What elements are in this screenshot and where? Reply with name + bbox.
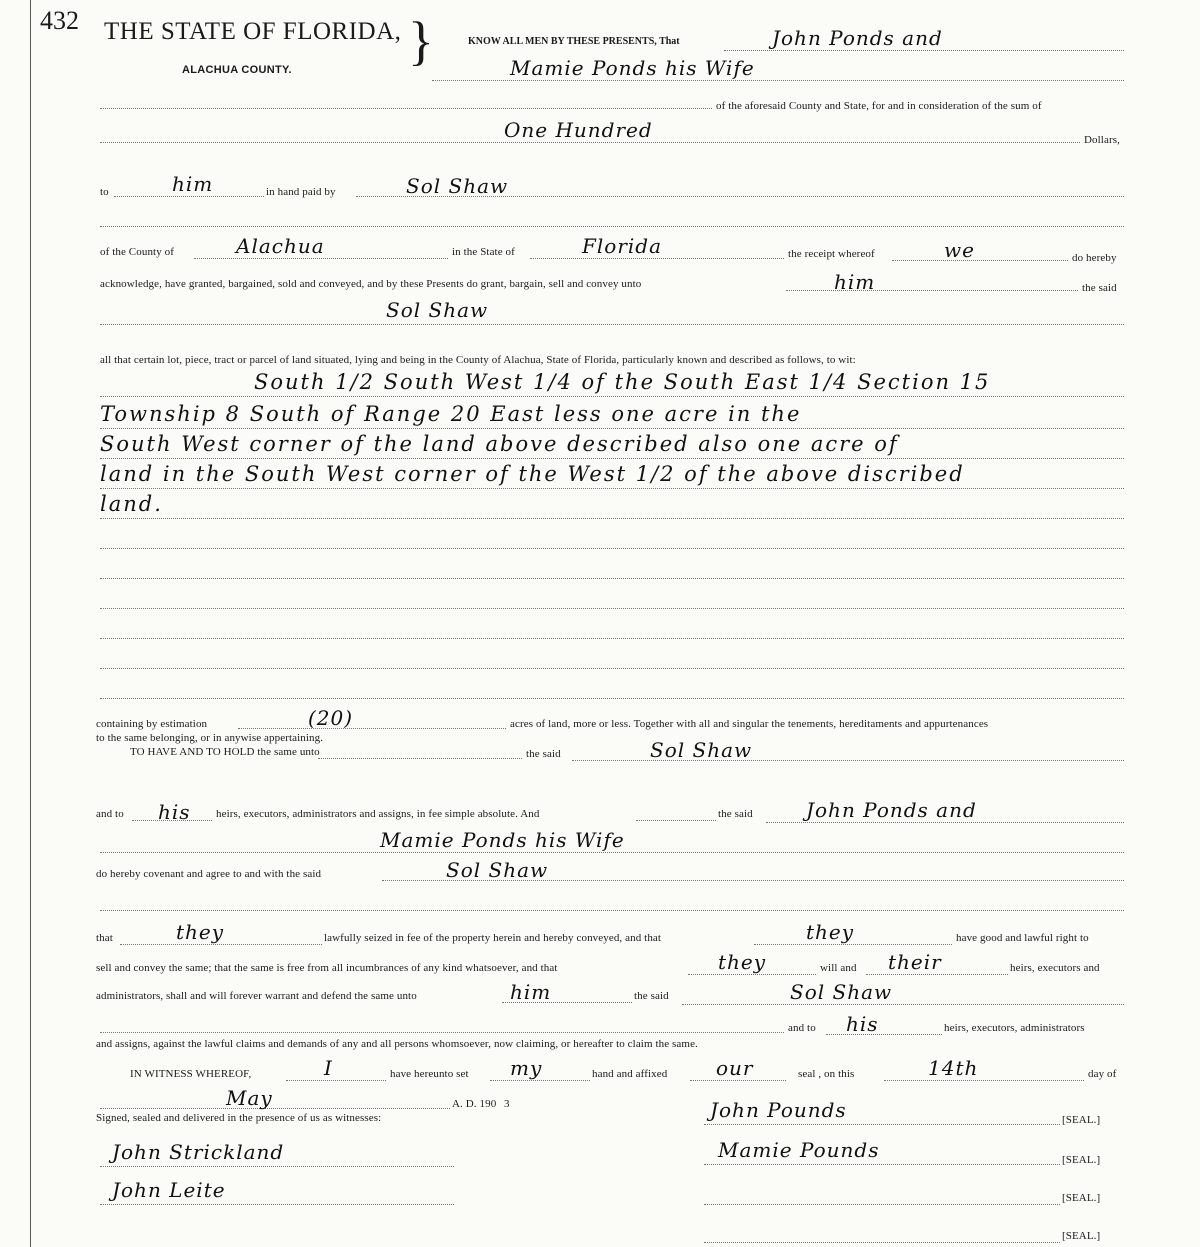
will-and-text: will and [820,962,857,974]
rule [100,396,1124,397]
rule [724,50,1124,51]
they-value-1: they [176,920,225,944]
seal-on-text: seal , on this [798,1068,855,1080]
of-county-text: of the County of [100,246,175,258]
rule [530,258,784,259]
rule [100,910,1124,911]
my-value: my [510,1056,543,1080]
assigns-text: and assigns, against the lawful claims and demands of any and all persons whomsoever, now claiming, or hereafter to claim the same. [96,1038,698,1050]
lawfully-text: lawfully seized in fee of the property herein and hereby conveyed, and that [324,932,662,944]
his-value-1: his [158,800,191,824]
acknowledge-text: acknowledge, have granted, bargained, sold and conveyed, and by these Presents do grant, bargain, sell and convey unto [100,278,642,290]
witness-whereof-text: IN WITNESS WHEREOF, [130,1068,252,1080]
rule [286,1080,386,1081]
rule [100,1032,784,1033]
signed-text: Signed, sealed and delivered in the presence of us as witnesses: [96,1112,382,1124]
their-value: their [888,950,942,974]
description-line5: land. [100,492,163,516]
heirs-exec-text: heirs, executors, administrators and assigns, in fee simple absolute. And [216,808,540,820]
dollars-text: Dollars, [1084,134,1120,146]
year-digit: 3 [504,1098,510,1110]
seal-2: [SEAL.] [1062,1154,1101,1166]
description-line3: South West corner of the land above described also one acre of [100,432,899,456]
rule [826,1034,942,1035]
payer-value: Sol Shaw [406,174,509,198]
rule [704,1204,1060,1205]
and-to-text: and to [96,808,124,820]
sell-convey-text: sell and convey the same; that the same is free from all incumbrances of any kind whatsoever, and that [96,962,558,974]
receipt-text: the receipt whereof [788,248,875,260]
signer1-signature: John Pounds [710,1098,847,1122]
the-said-text-4: the said [634,990,669,1002]
seal-1: [SEAL.] [1062,1114,1101,1126]
acres-value: (20) [308,706,354,730]
rule [704,1242,1060,1243]
rule [100,518,1124,519]
the-said-text-3: the said [718,808,753,820]
rule [120,944,322,945]
rule [100,1166,454,1167]
cov-grantor-line1: John Ponds and [806,798,977,822]
heirs-exec-text-3: heirs, executors, administrators [944,1022,1085,1034]
page-number: 432 [40,6,79,35]
description-line1: South 1/2 South West 1/4 of the South East 1/4 Section 15 [254,370,991,394]
the-said-text: the said [1082,282,1117,294]
know-all-text: KNOW ALL MEN BY THESE PRESENTS, That [468,36,680,47]
and-to-text-2: and to [788,1022,816,1034]
rule [100,488,1124,489]
rule [754,944,952,945]
have-good-text: have good and lawful right to [956,932,1089,944]
rule [100,324,1124,325]
aforesaid-text: of the aforesaid County and State, for and in consideration of the sum of [716,100,1042,112]
him-value-2: him [510,980,552,1004]
state-value: Florida [582,234,662,258]
the-said-text-2: the said [526,748,561,760]
rule [884,1080,1084,1081]
month-value: May [226,1086,273,1110]
rule [100,1108,450,1109]
in-hand-paid-text: in hand paid by [266,186,336,198]
rule [100,428,1124,429]
that-text: that [96,932,113,944]
rule [114,196,264,197]
rule [100,548,1124,549]
i-value: I [324,1056,333,1080]
rule [636,820,716,821]
administrators-text: administrators, shall and will forever warrant and defend the same unto [96,990,417,1002]
rule [100,698,1124,699]
day-value: 14th [928,1056,979,1080]
to-have-text: TO HAVE AND TO HOLD the same unto [130,746,320,758]
cov-grantee-value: Sol Shaw [446,858,549,882]
receipt-value: we [944,238,975,262]
rule [690,1080,786,1081]
defend-grantee-value: Sol Shaw [790,980,893,1004]
have-hereunto-text: have hereunto set [390,1068,469,1080]
rule [682,1004,1124,1005]
county-value: Alachua [236,234,325,258]
rule [100,608,1124,609]
rule [432,80,1124,81]
rule [786,290,1078,291]
state-title: THE STATE OF FLORIDA, [104,18,402,45]
all-that-text: all that certain lot, piece, tract or parcel of land situated, lying and being in the County of Alachua, State of Florida, particularly known and described as follows, to wit: [100,354,856,366]
rule [100,142,1080,143]
brace-symbol: } [408,11,434,71]
rule [100,1204,454,1205]
rule [704,1124,1060,1125]
covenant-text: do hereby covenant and agree to and with the said [96,868,322,880]
grantor-line1: John Ponds and [772,26,943,50]
rule [688,974,816,975]
grantor-line2: Mamie Ponds his Wife [510,56,755,80]
hand-affixed-text: hand and affixed [592,1068,668,1080]
sum-value: One Hundred [504,118,653,142]
rule [892,260,1068,261]
description-line4: land in the South West corner of the West 1/2 of the above discribed [100,462,965,486]
cov-grantor-line2: Mamie Ponds his Wife [380,828,625,852]
our-value: our [716,1056,754,1080]
witness1-signature: John Strickland [112,1140,285,1164]
signer2-signature: Mamie Pounds [718,1138,880,1162]
rule [100,668,1124,669]
day-of-text: day of [1088,1068,1117,1080]
rule [194,258,448,259]
rule [704,1164,1060,1165]
in-state-text: in the State of [452,246,515,258]
rule [100,458,1124,459]
seal-3: [SEAL.] [1062,1192,1101,1204]
ad-text: A. D. 190 [452,1098,497,1110]
rule [100,852,1124,853]
his-value-2: his [846,1012,879,1036]
rule [238,728,506,729]
they-value-3: they [718,950,767,974]
rule [866,974,1008,975]
rule [766,822,1124,823]
rule [490,1080,590,1081]
rule [100,638,1124,639]
rule [100,226,1124,227]
heirs-exec-text-2: heirs, executors and [1010,962,1100,974]
rule [100,108,712,109]
convey-to-value: him [834,270,876,294]
page-left-rule [30,0,31,1247]
paid-to-value: him [172,172,214,196]
containing-text: containing by estimation [96,718,208,730]
acres-text: acres of land, more or less. Together with all and singular the tenements, hereditaments and appurtenances [510,718,989,730]
they-value-2: they [806,920,855,944]
witness2-signature: John Leite [112,1178,226,1202]
hold-grantee-value: Sol Shaw [650,738,753,762]
county-title: ALACHUA COUNTY. [182,64,292,76]
grantee-value: Sol Shaw [386,298,489,322]
seal-4: [SEAL.] [1062,1230,1101,1242]
do-hereby-text: do hereby [1072,252,1117,264]
description-line2: Township 8 South of Range 20 East less one acre in the [100,402,802,426]
rule [100,578,1124,579]
rule [318,758,522,759]
belonging-text: to the same belonging, or in anywise appertaining. [96,732,324,744]
to-text: to [100,186,109,198]
